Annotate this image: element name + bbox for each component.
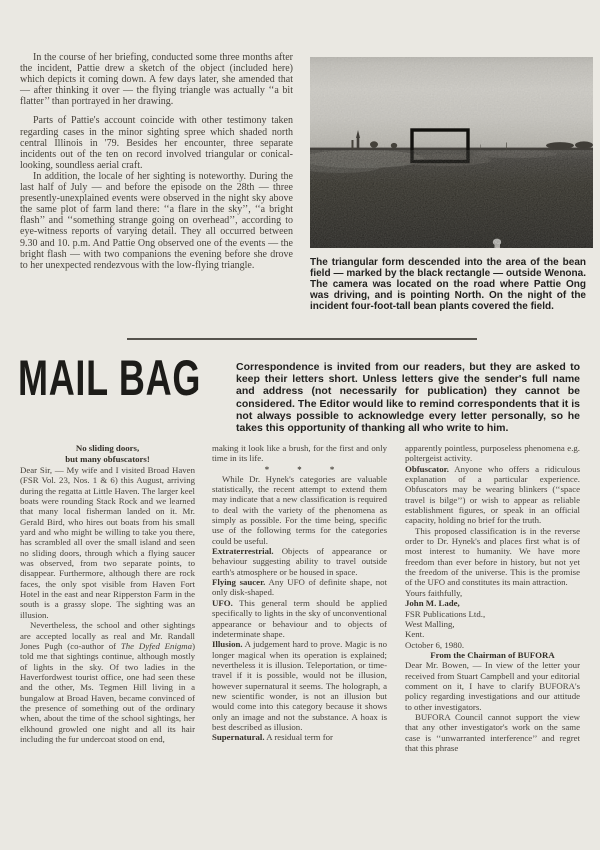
definition-term: Obfuscator. <box>405 463 449 474</box>
letter-heading <box>20 443 195 465</box>
letter-heading: From the Chairman of BUFORA <box>430 649 555 660</box>
article-paragraph: In the course of her briefing, conducted some three months after the incident, Pattie drew a sketch of the object (included here) which depicts it coming down. A few days later, she amended that — after thinking it over — the flying triangle was actually ‘‘a bit flatter’’ than portrayed in her drawing. <box>20 52 293 108</box>
section-divider-rule <box>127 338 477 340</box>
article-paragraph: In addition, the locale of her sighting is noteworthy. During the last half of July — and before the episode on the 28th — three presently-unexplained events were observed in the night sky above the same plot of farm land there: ‘‘a flare in the sky’’, ‘‘a bright flash’’ and ‘‘something strange going on overhead’’, according to eye-witness reports of varying detail. They all occurred between 9.30 and 10. p.m. And Pattie Ong observed one of the events — the bright flash — with two companions the evening before she drove to her unexpected rendezvous with the low-flying triangle. <box>20 170 293 271</box>
definition-item: Flying saucer. Any UFO of definite shape, not only disk-shaped. <box>212 577 387 598</box>
article-paragraph: Parts of Pattie's account coincide with other testimony taken regarding cases in the minor sighting spree which shaded north central Illinois in '79. Besides her encounter, three separate incidents out of the ten on record involved triangular or conical-looking, soundless aerial craft. <box>20 115 293 171</box>
definition-item: Extraterrestrial. Objects of appearance or behaviour suggesting ability to travel outside earth's atmosphere or be housed in space. <box>212 546 387 577</box>
definition-term: UFO. <box>212 597 233 608</box>
definition-item: UFO. This general term should be applied specifically to lights in the sky of unconventional appearance or behaviour and to objects of indeterminate shape. <box>212 597 387 639</box>
letter-paragraph: apparently pointless, purposeless phenomena e.g. poltergeist activity. <box>405 443 580 464</box>
letters-column-1 <box>20 443 195 744</box>
letter-heading-line: but many obfuscators! <box>65 454 150 464</box>
definition-term: Illusion. <box>212 639 243 650</box>
stars-separator: * * * <box>264 463 348 474</box>
letters-column-2 <box>212 443 387 743</box>
letter-heading-line: No sliding doors, <box>75 443 140 453</box>
letter-paragraph: making it look like a brush, for the first and only time in its life. <box>212 443 387 464</box>
letter-paragraph: Dear Sir, — My wife and I visited Broad Haven (FSR Vol. 23, Nos. 1 & 6) this August, arriving during the regatta at Little Haven. The larger keel boats were rounding Stack Rock and we learned that many local fisherman landed on it. Mr. Gerald Bird, who hires out boats from his small yard and who might be willing to take you there, has scrambled all over the small island and seen no sliding doors, through which a flying saucer was observed, from two separate points, to disappear. Furthermore, although there are rock faces, the only spot visible from Haven Fort Hotel in the east and near Ripperston Farm in the south is a grassy slope. The sighting was an illusion. <box>20 465 195 620</box>
signoff-line: Kent. <box>405 629 425 640</box>
definition-item: Supernatural. A residual term for <box>212 732 333 743</box>
signoff-date: October 6, 1980. <box>405 639 465 650</box>
definition-item: Illusion. A judgement hard to prove. Magic is no longer magical when its operation is explained; nevertheless it is illusion. Teleportation, or time-travel if it is possible, would not be illusion, however supernatural it seems. The holograph, a new scientific wonder, is not an illusion but would come into this category because it shows only an image and not the substance. A hoax is best described as illusion. <box>212 639 387 732</box>
definition-term: Supernatural. <box>212 732 265 743</box>
definition-term: Flying saucer. <box>212 577 266 588</box>
letter-paragraph: Nevertheless, the school and other sightings are accepted locally as real and Mr. Randall Jones Pugh (co-author of The Dyfed Enigma) told me that sightings continue, although mostly of lights in the sky. Of two ladies in the Haverfordwest tourist office, one had seen these and the other, Ms. Tegmen Hill living in a bungalow at Broad Haven, became convinced of the presence of something out of the ordinary when, about the time of the school sightings, her elkhound growled one night and all its hair including the fur undercoat stood on end, <box>20 620 195 744</box>
letter-paragraph: Dear Mr. Bowen, — In view of the letter your received from Stuart Campbell and your editorial comment on it, I have to clarify BUFORA's policy regarding investigations and our attitude to other investigators. <box>405 660 580 712</box>
definition-item: Obfuscator. Anyone who offers a ridiculous explanation of a particular experience. Obfuscators may be wearing blinkers (‘‘space travel is bilge’’) or wish to appear as reliable establishment figures, or speak in an official capacity, holding no brief for the truth. <box>405 463 580 526</box>
signoff-line: FSR Publications Ltd., <box>405 608 486 619</box>
definition-term: Extraterrestrial. <box>212 546 274 557</box>
letter-paragraph: BUFORA Council cannot support the view that any other investigator's work on the same case is ‘‘unwarranted interference’’ and regret that this phrase <box>405 711 580 753</box>
book-title: The Dyfed Enigma <box>120 640 193 651</box>
article-column <box>20 52 293 271</box>
mailbag-title: MAIL BAG <box>18 350 202 406</box>
signoff-line: Yours faithfully, <box>405 587 463 598</box>
letter-paragraph: While Dr. Hynek's categories are valuable statistically, the recent attempt to extend them may indicate that a new classification is required to deal with the variety of the phenomena as simply as possible. For the time being, specific use of the following terms for the categories could be useful. <box>212 473 387 546</box>
mailbag-editor-note: Correspondence is invited from our readers, but they are asked to keep their letters short. Unless letters give the sender's full name and address (not necessarily for publication) they cannot be considered. The Editor would like to remind correspondents that it is not always possible to acknowledge every letter personally, so he takes this opportunity of thanking all who write to him. <box>236 361 580 435</box>
signoff-line: West Malling, <box>405 618 455 629</box>
letters-column-3 <box>405 443 580 753</box>
letter-paragraph: This proposed classification is in the reverse order to Dr. Hynek's and places first what is of most interest to humanity. We have more freedom than ever before in history, but not yet the freedom of the universe. This is the promise of the UFO and constitutes its main attraction. <box>405 525 580 588</box>
photo-caption: The triangular form descended into the area of the bean field — marked by the black rectangle — outside Wenona. The camera was located on the road where Pattie Ong was driving, and is pointing North. On the night of the incident four-foot-tall bean plants covered the field. <box>310 257 586 312</box>
signoff-name: John M. Lade, <box>405 598 460 609</box>
bean-field-photo <box>310 57 593 248</box>
